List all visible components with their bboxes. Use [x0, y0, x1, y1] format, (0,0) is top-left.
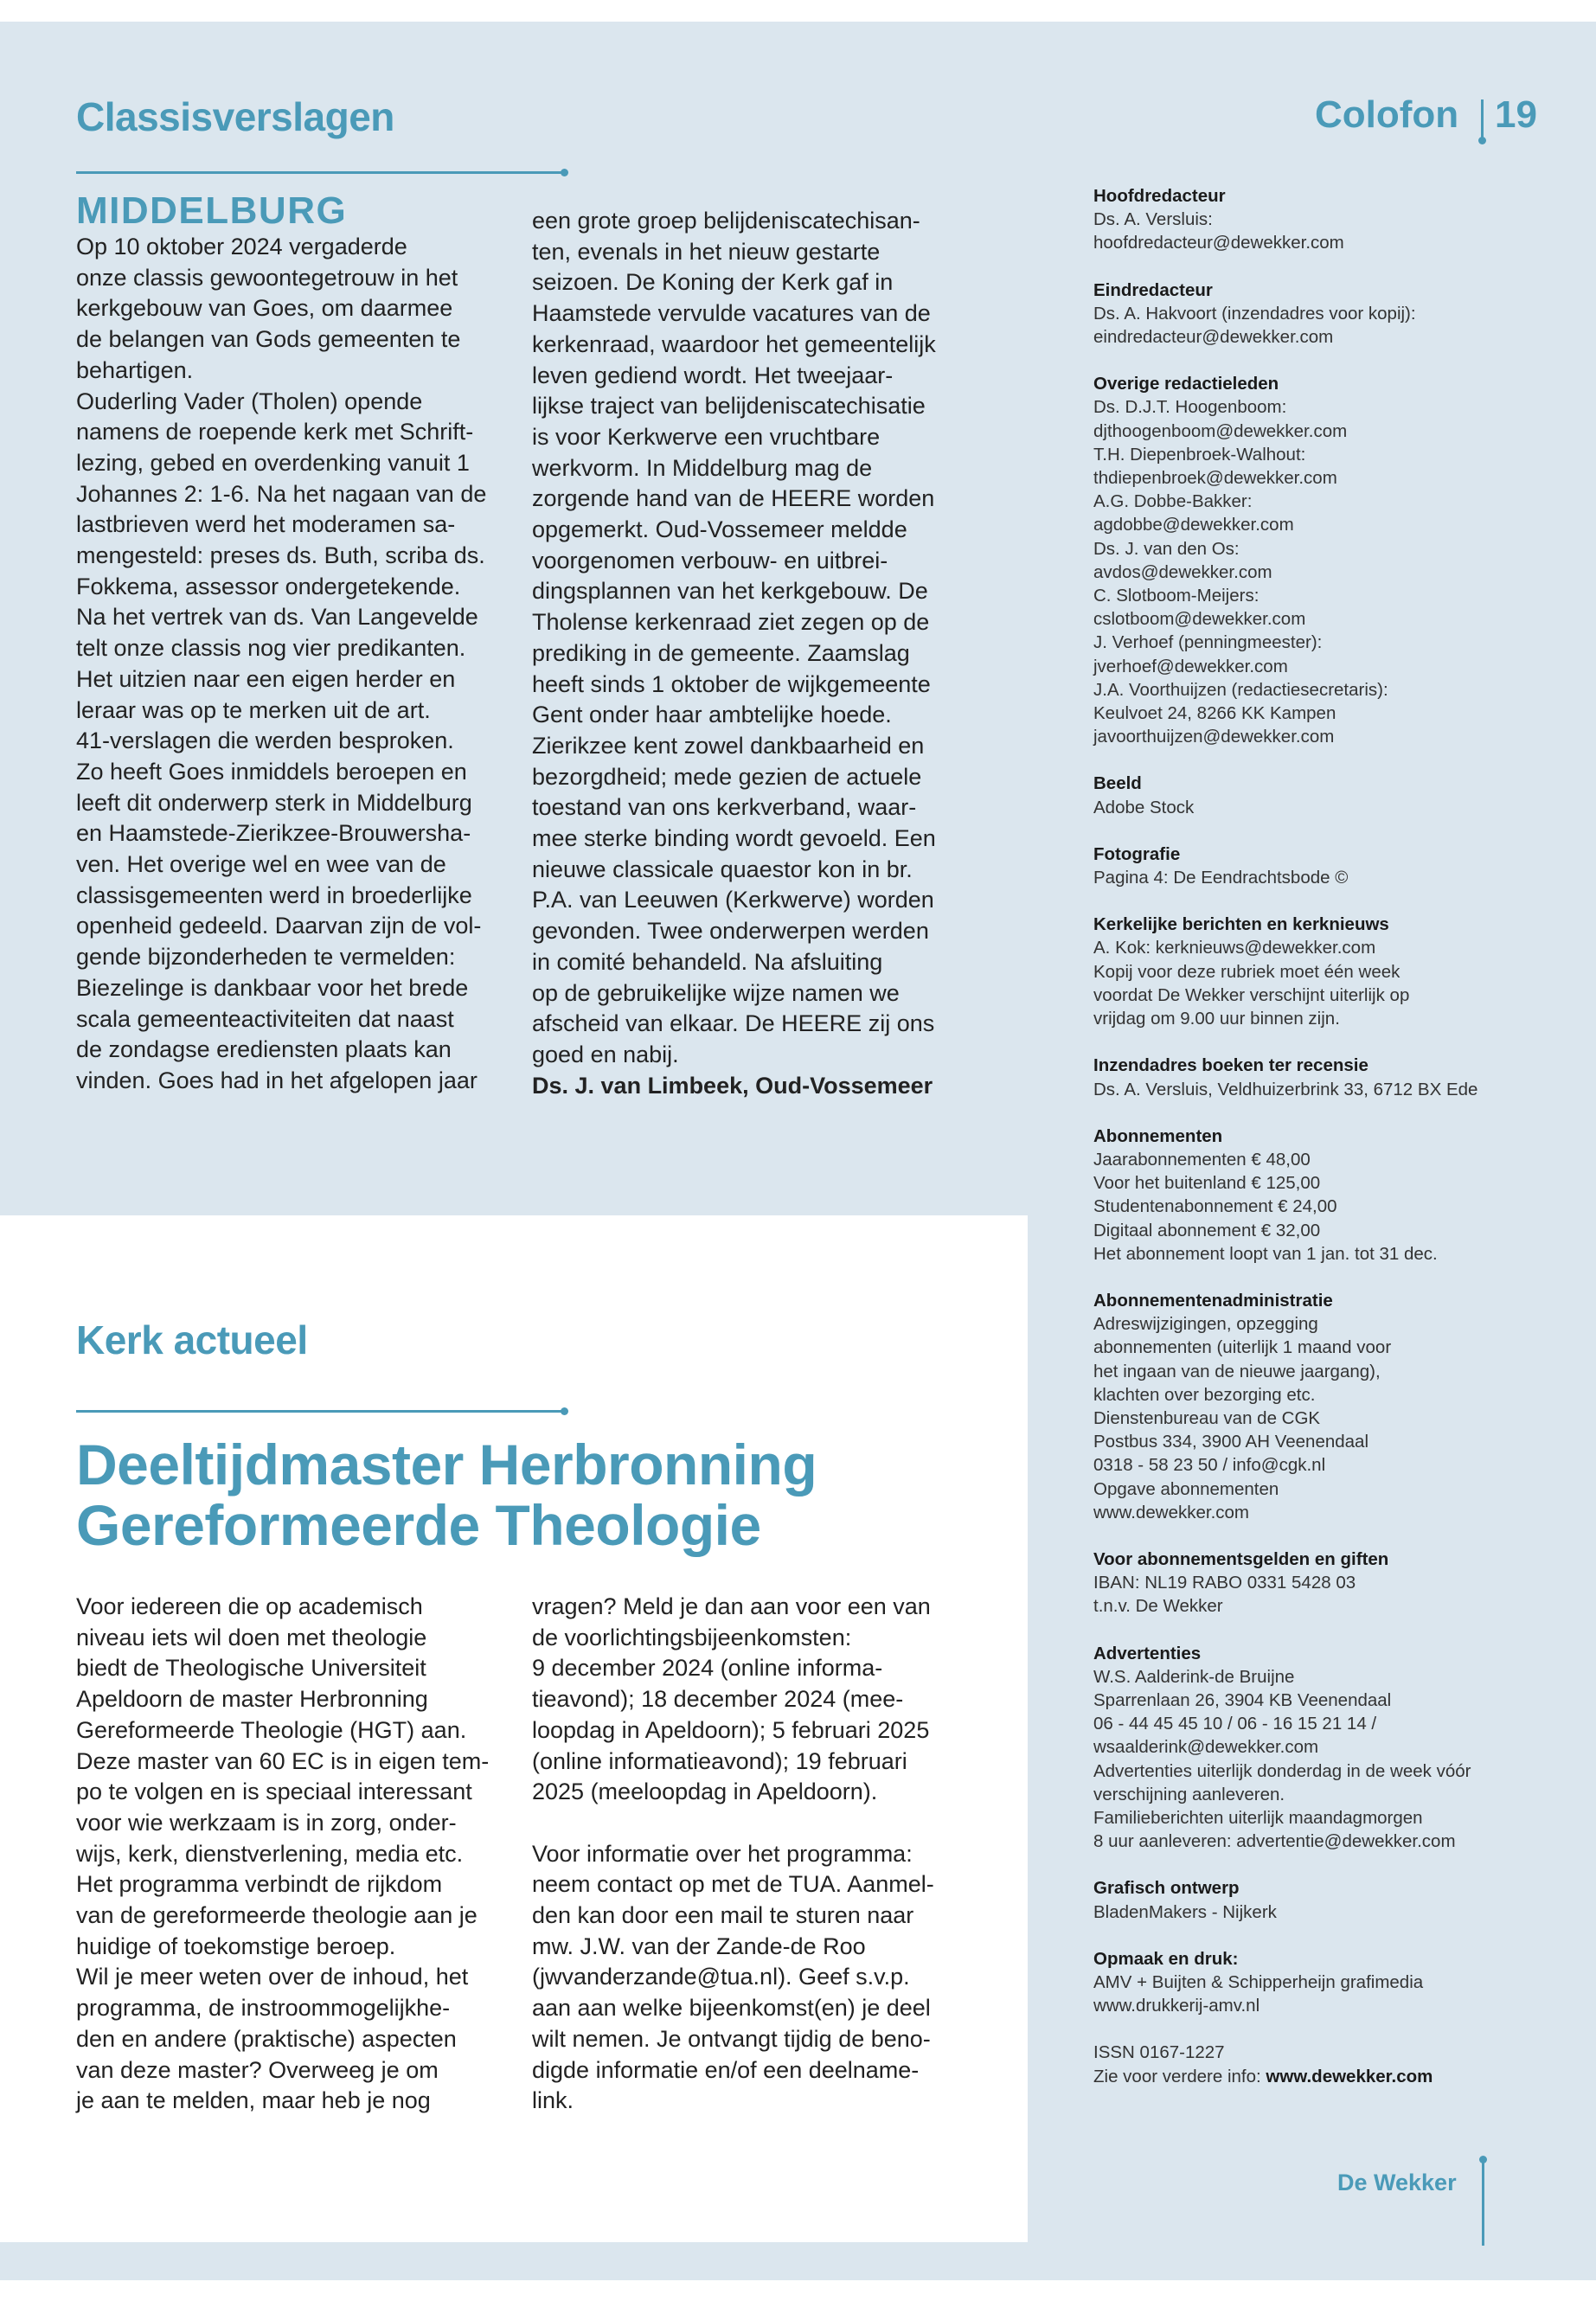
- colofon-heading: Opmaak en druk:: [1093, 1948, 1239, 1969]
- colofon-block: [1093, 1548, 1586, 1618]
- background-bottom-strip: [0, 2242, 1596, 2280]
- text-line: leven gediend wordt. Het tweejaar-: [532, 362, 894, 388]
- text-line: Tholense kerkenraad ziet zegen op de: [532, 609, 930, 636]
- section-rule-dot: [561, 169, 568, 176]
- colofon-line: Keulvoet 24, 8266 KK Kampen: [1093, 703, 1336, 724]
- text-line: kerkgebouw van Goes, om daarmee: [76, 295, 453, 322]
- text-line: namens de roepende kerk met Schrift-: [76, 419, 474, 445]
- text-line: Haamstede vervulde vacatures van de: [532, 300, 931, 327]
- footer-divider: [1482, 2159, 1484, 2246]
- text-line: programma, de instroommogelijkhe-: [76, 1995, 451, 2022]
- text-line: dingsplannen van het kerkgebouw. De: [532, 578, 928, 605]
- colofon-line: Adobe Stock: [1093, 797, 1195, 817]
- text-line: van deze master? Overweeg je om: [76, 2056, 439, 2083]
- colofon-website-link[interactable]: www.dewekker.com: [1266, 2066, 1433, 2086]
- colofon-line: Ds. A. Versluis, Veldhuizerbrink 33, 6712 BX Ede: [1093, 1079, 1478, 1099]
- colofon-line: djthoogenboom@dewekker.com: [1093, 420, 1348, 441]
- colofon-block: [1093, 184, 1586, 255]
- text-line: digde informatie en/of een deelname-: [532, 2056, 920, 2083]
- text-line: werkvorm. In Middelburg mag de: [532, 454, 873, 481]
- colofon-block: [1093, 372, 1586, 748]
- text-line: 2025 (meeloopdag in Apeldoorn).: [532, 1779, 878, 1805]
- text-line: 9 december 2024 (online informa-: [532, 1655, 883, 1682]
- text-line: den en andere (praktische) aspecten: [76, 2025, 457, 2052]
- colofon-line: Ds. A. Versluis:: [1093, 209, 1213, 230]
- colofon-line: klachten over bezorging etc.: [1093, 1384, 1316, 1405]
- colofon-line: Adreswijzigingen, opzegging: [1093, 1314, 1318, 1335]
- text-line: onze classis gewoontegetrouw in het: [76, 264, 458, 291]
- colofon-line: Pagina 4: De Eendrachtsbode ©: [1093, 868, 1349, 888]
- text-line: Het programma verbindt de rijkdom: [76, 1871, 443, 1898]
- colofon-title: Colofon: [1315, 93, 1459, 136]
- colofon-line: javoorthuijzen@dewekker.com: [1093, 727, 1335, 747]
- section-rule-2: [76, 1410, 565, 1413]
- text-line: voorgenomen verbouw- en uitbrei-: [532, 547, 888, 574]
- text-line: ven. Het overige wel en wee van de: [76, 851, 446, 878]
- text-line: telt onze classis nog vier predikanten.: [76, 635, 466, 662]
- colofon-line: Sparrenlaan 26, 3904 KB Veenendaal: [1093, 1689, 1392, 1710]
- colofon-line: wsaalderink@dewekker.com: [1093, 1737, 1319, 1758]
- text-line: po te volgen en is speciaal interessant: [76, 1779, 472, 1805]
- section-title-classisverslagen: Classisverslagen: [76, 94, 394, 139]
- text-line: Fokkema, assessor ondergetekende.: [76, 573, 461, 599]
- colofon-line: jverhoef@dewekker.com: [1093, 656, 1288, 676]
- colofon-line: www.drukkerij-amv.nl: [1093, 1996, 1260, 2016]
- colofon-heading: Fotografie: [1093, 843, 1181, 864]
- text-line: seizoen. De Koning der Kerk gaf in: [532, 269, 894, 296]
- colofon-line: T.H. Diepenbroek-Walhout:: [1093, 444, 1306, 465]
- text-line: vinden. Goes had in het afgelopen jaar: [76, 1067, 478, 1093]
- article-middelburg-col2: [532, 206, 982, 1101]
- text-line: Voor iedereen die op academisch: [76, 1593, 423, 1619]
- text-line: en Haamstede-Zierikzee-Brouwersha-: [76, 820, 471, 847]
- colofon-line: Familieberichten uiterlijk maandagmorgen: [1093, 1807, 1423, 1828]
- colofon: [1093, 184, 1586, 2088]
- colofon-line: Postbus 334, 3900 AH Veenendaal: [1093, 1432, 1369, 1452]
- text-line: bezorgdheid; mede gezien de actuele: [532, 763, 922, 790]
- colofon-line: agdobbe@dewekker.com: [1093, 515, 1294, 535]
- text-line: P.A. van Leeuwen (Kerkwerve) worden: [532, 887, 934, 913]
- text-line: Op 10 oktober 2024 vergaderde: [76, 234, 407, 260]
- article-title-line1: Deeltijdmaster Herbronning: [76, 1433, 817, 1497]
- colofon-line: Jaarabonnementen € 48,00: [1093, 1149, 1311, 1170]
- text-line: Apeldoorn de master Herbronning: [76, 1686, 428, 1713]
- colofon-line: Het abonnement loopt van 1 jan. tot 31 dec.: [1093, 1243, 1438, 1264]
- text-line: voor wie werkzaam is in zorg, onder-: [76, 1809, 457, 1836]
- text-line: Voor informatie over het programma:: [532, 1840, 913, 1867]
- section-title-kerk-actueel: Kerk actueel: [76, 1317, 308, 1362]
- text-line: aan aan welke bijeenkomst(en) je deel: [532, 1995, 931, 2022]
- text-line: heeft sinds 1 oktober de wijkgemeente: [532, 670, 931, 697]
- colofon-line: Advertenties uiterlijk donderdag in de week vóór: [1093, 1760, 1471, 1781]
- text-line: zorgende hand van de HEERE worden: [532, 485, 935, 512]
- colofon-line: cslotboom@dewekker.com: [1093, 609, 1306, 630]
- text-line: Deze master van 60 EC is in eigen tem-: [76, 1747, 490, 1774]
- text-line: leraar was op te merken uit de art.: [76, 696, 431, 723]
- colofon-line: J. Verhoef (penningmeester):: [1093, 632, 1323, 653]
- text-line: wilt nemen. Je ontvangt tijdig de beno-: [532, 2025, 931, 2052]
- colofon-line: thdiepenbroek@dewekker.com: [1093, 468, 1337, 489]
- text-line: goed en nabij.: [532, 1041, 679, 1067]
- colofon-block: [1093, 843, 1586, 889]
- article-master-col2: [532, 1592, 982, 2117]
- colofon-line: Ds. A. Hakvoort (inzendadres voor kopij):: [1093, 303, 1416, 324]
- text-line: de voorlichtingsbijeenkomsten:: [532, 1624, 852, 1650]
- colofon-block: [1093, 279, 1586, 349]
- colofon-heading: Hoofdredacteur: [1093, 186, 1226, 206]
- text-line: biedt de Theologische Universiteit: [76, 1655, 426, 1682]
- colofon-block: [1093, 1054, 1586, 1100]
- text-line: de belangen van Gods gemeenten te: [76, 326, 461, 353]
- text-line: je aan te melden, maar heb je nog: [76, 2087, 431, 2114]
- article-title-line2: Gereformeerde Theologie: [76, 1493, 761, 1557]
- text-line: afscheid van elkaar. De HEERE zij ons: [532, 1010, 935, 1037]
- article-title: [76, 1434, 1019, 1555]
- colofon-line: 0318 - 58 23 50 / info@cgk.nl: [1093, 1455, 1326, 1476]
- colofon-block: [1093, 772, 1586, 818]
- text-line: 41-verslagen die werden besproken.: [76, 727, 454, 754]
- text-line: mee sterke binding wordt gevoeld. Een: [532, 825, 936, 852]
- colofon-line: Digitaal abonnement € 32,00: [1093, 1220, 1321, 1240]
- text-line: (jwvanderzande@tua.nl). Geef s.v.p.: [532, 1964, 910, 1990]
- text-line: toestand van ons kerkverband, waar-: [532, 794, 917, 821]
- colofon-heading: Abonnementen: [1093, 1125, 1223, 1146]
- text-line: Het uitzien naar een eigen herder en: [76, 665, 456, 692]
- text-line: tieavond); 18 december 2024 (mee-: [532, 1686, 904, 1713]
- colofon-line: www.dewekker.com: [1093, 1502, 1250, 1522]
- colofon-line: abonnementen (uiterlijk 1 maand voor: [1093, 1337, 1392, 1358]
- text-line: gevonden. Twee onderwerpen werden: [532, 918, 929, 945]
- colofon-heading: Voor abonnementsgelden en giften: [1093, 1548, 1389, 1569]
- text-line: wijs, kerk, dienstverlening, media etc.: [76, 1840, 464, 1867]
- colofon-heading: Overige redactieleden: [1093, 374, 1279, 394]
- colofon-line: Kopij voor deze rubriek moet één week: [1093, 961, 1401, 982]
- header-divider-dot: [1478, 137, 1486, 144]
- text-line: behartigen.: [76, 356, 194, 383]
- colofon-issn: ISSN 0167-1227: [1093, 2042, 1225, 2063]
- colofon-line: t.n.v. De Wekker: [1093, 1596, 1223, 1617]
- colofon-line: verschijning aanleveren.: [1093, 1784, 1285, 1804]
- colofon-line: IBAN: NL19 RABO 0331 5428 03: [1093, 1573, 1356, 1593]
- section-rule: [76, 171, 565, 174]
- colofon-line: voordat De Wekker verschijnt uiterlijk op: [1093, 984, 1410, 1005]
- colofon-heading: Abonnementenadministratie: [1093, 1290, 1333, 1311]
- colofon-line: A.G. Dobbe-Bakker:: [1093, 491, 1253, 512]
- text-line: nieuwe classicale quaestor kon in br.: [532, 856, 913, 882]
- text-line: den kan door een mail te sturen naar: [532, 1902, 914, 1929]
- colofon-line: hoofdredacteur@dewekker.com: [1093, 233, 1344, 253]
- text-line: leeft dit onderwerp sterk in Middelburg: [76, 789, 472, 816]
- colofon-line: 8 uur aanleveren: advertentie@dewekker.com: [1093, 1831, 1456, 1852]
- colofon-line: eindredacteur@dewekker.com: [1093, 327, 1334, 348]
- text-line: een grote groep belijdeniscatechisan-: [532, 208, 920, 234]
- text-line: Johannes 2: 1-6. Na het nagaan van de: [76, 480, 487, 507]
- section-rule-dot-2: [561, 1407, 568, 1415]
- colofon-line: Voor het buitenland € 125,00: [1093, 1173, 1321, 1194]
- footer-brand: De Wekker: [1337, 2170, 1457, 2195]
- article-middelburg-col1: [76, 190, 517, 1097]
- colofon-heading: Inzendadres boeken ter recensie: [1093, 1055, 1368, 1076]
- colofon-heading: Kerkelijke berichten en kerknieuws: [1093, 914, 1389, 935]
- text-line: niveau iets wil doen met theologie: [76, 1624, 427, 1650]
- colofon-line: Ds. J. van den Os:: [1093, 538, 1240, 559]
- colofon-block: [1093, 1642, 1586, 1854]
- colofon-line: vrijdag om 9.00 uur binnen zijn.: [1093, 1009, 1340, 1029]
- text-line: Gereformeerde Theologie (HGT) aan.: [76, 1716, 467, 1743]
- colofon-line: AMV + Buijten & Schipperheijn grafimedia: [1093, 1972, 1424, 1992]
- colofon-heading: Advertenties: [1093, 1643, 1202, 1663]
- text-line: op de gebruikelijke wijze namen we: [532, 979, 900, 1006]
- text-line: Gent onder haar ambtelijke hoede.: [532, 702, 892, 728]
- text-line: lastbrieven werd het moderamen sa-: [76, 511, 456, 538]
- article-master-col1: [76, 1592, 526, 2117]
- colofon-block: [1093, 913, 1586, 1030]
- text-line: gende bijzonderheden te vermelden:: [76, 944, 456, 971]
- colofon-line: avdos@dewekker.com: [1093, 561, 1272, 582]
- colofon-block: [1093, 1289, 1586, 1524]
- colofon-more-info: Zie voor verdere info: www.dewekker.com: [1093, 2066, 1433, 2086]
- colofon-line: Ds. D.J.T. Hoogenboom:: [1093, 397, 1287, 418]
- colofon-heading: Beeld: [1093, 773, 1142, 794]
- article-heading: MIDDELBURG: [76, 189, 348, 232]
- text-line: mengesteld: preses ds. Buth, scriba ds.: [76, 542, 485, 569]
- text-line: kerkenraad, waardoor het gemeentelijk: [532, 330, 936, 357]
- page-number: 19: [1495, 93, 1537, 136]
- text-line: openheid gedeeld. Daarvan zijn de vol-: [76, 913, 482, 939]
- text-line: de zondagse erediensten plaats kan: [76, 1036, 452, 1063]
- article-signature: Ds. J. van Limbeek, Oud-Vossemeer: [532, 1072, 933, 1099]
- colofon-line: 06 - 44 45 45 10 / 06 - 16 15 21 14 /: [1093, 1714, 1377, 1734]
- text-line: Zo heeft Goes inmiddels beroepen en: [76, 758, 467, 785]
- text-line: Biezelinge is dankbaar voor het brede: [76, 974, 469, 1001]
- text-line: scala gemeenteactiviteiten dat naast: [76, 1005, 454, 1032]
- colofon-heading: Eindredacteur: [1093, 279, 1213, 300]
- colofon-line: J.A. Voorthuijzen (redactiesecretaris):: [1093, 679, 1388, 700]
- text-line: ten, evenals in het nieuw gestarte: [532, 238, 881, 265]
- text-line: huidige of toekomstige beroep.: [76, 1932, 396, 1959]
- colofon-line: C. Slotboom-Meijers:: [1093, 586, 1259, 606]
- text-line: (online informatieavond); 19 februari: [532, 1747, 907, 1774]
- text-line: Na het vertrek van ds. Van Langevelde: [76, 604, 478, 631]
- text-line: vragen? Meld je dan aan voor een van: [532, 1593, 931, 1619]
- text-line: is voor Kerkwerve een vruchtbare: [532, 423, 881, 450]
- text-line: mw. J.W. van der Zande-de Roo: [532, 1932, 866, 1959]
- colofon-line: het ingaan van de nieuwe jaargang),: [1093, 1361, 1381, 1381]
- colofon-line: A. Kok: kerknieuws@dewekker.com: [1093, 938, 1376, 958]
- colofon-line: Dienstenbureau van de CGK: [1093, 1407, 1321, 1428]
- text-line: classisgemeenten werd in broederlijke: [76, 881, 472, 908]
- colofon-line: Opgave abonnementen: [1093, 1478, 1279, 1499]
- colofon-line: W.S. Aalderink-de Bruijne: [1093, 1666, 1295, 1687]
- colofon-block: [1093, 1947, 1586, 2018]
- text-line: Wil je meer weten over de inhoud, het: [76, 1964, 469, 1990]
- text-line: prediking in de gemeente. Zaamslag: [532, 639, 910, 666]
- colofon-block: [1093, 1125, 1586, 1266]
- text-line: neem contact op met de TUA. Aanmel-: [532, 1871, 934, 1898]
- text-line: van de gereformeerde theologie aan je: [76, 1902, 478, 1929]
- text-line: Zierikzee kent zowel dankbaarheid en: [532, 732, 925, 759]
- text-line: lijkse traject van belijdeniscatechisatie: [532, 393, 926, 420]
- text-line: loopdag in Apeldoorn); 5 februari 2025: [532, 1716, 930, 1743]
- text-line: opgemerkt. Oud-Vossemeer meldde: [532, 516, 907, 543]
- text-line: Ouderling Vader (Tholen) opende: [76, 388, 423, 414]
- colofon-heading: Grafisch ontwerp: [1093, 1878, 1240, 1899]
- colofon-line: BladenMakers - Nijkerk: [1093, 1901, 1277, 1922]
- text-line: lezing, gebed en overdenking vanuit 1: [76, 449, 470, 476]
- colofon-line: Studentenabonnement € 24,00: [1093, 1196, 1337, 1217]
- text-line: link.: [532, 2087, 574, 2114]
- text-line: in comité behandeld. Na afsluiting: [532, 948, 883, 975]
- colofon-block: [1093, 1876, 1586, 1923]
